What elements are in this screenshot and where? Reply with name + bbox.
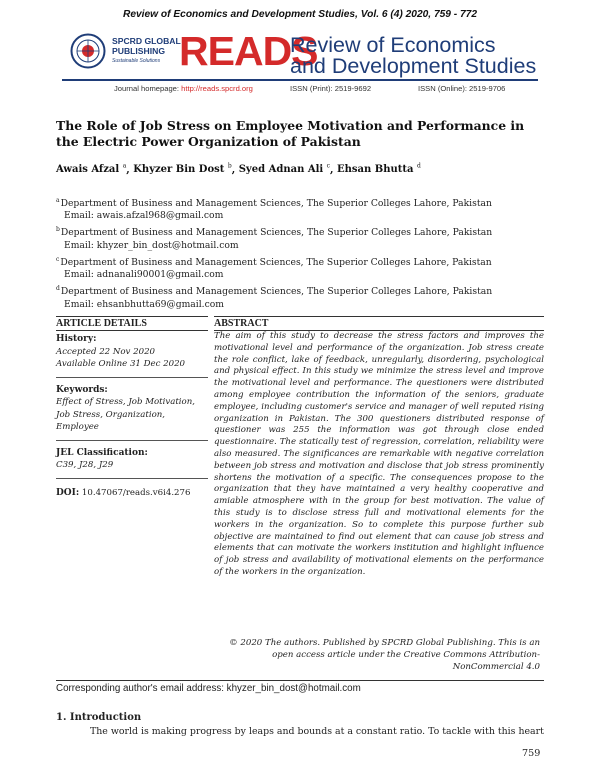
accepted-date: Accepted 22 Nov 2020 — [56, 346, 156, 357]
author-email: Email: awais.afzal968@gmail.com — [64, 210, 224, 222]
journal-title-line1: Review of Economics — [290, 33, 496, 57]
jel-label: JEL Classification: — [56, 447, 148, 458]
running-head: Review of Economics and Development Studies, Vol. 6 (4) 2020, 759 - 772 — [122, 9, 478, 20]
banner-divider — [62, 79, 538, 81]
affiliation: $^c$Department of Business and Management Sciences, The Superior Colleges Lahore, Pakistan Email: adnanali90001@gmail.com — [56, 254, 556, 282]
doi-label: DOI: — [56, 487, 80, 498]
author-email: Email: adnanali90001@gmail.com — [64, 269, 224, 281]
paper-title: The Role of Job Stress on Employee Motivation and Performance in the Electric Power Organization of Pakistan — [56, 118, 525, 149]
keywords: Effect of Stress, Job Motivation, Job Stress, Organization, Employee — [56, 397, 195, 432]
copyright-notice: © 2020 The authors. Published by SPCRD Global Publishing. This is an open access article under the Creative Commons Attribution-NonCommercial 4.0 — [229, 638, 540, 672]
author: Syed Adnan Ali $^c$ — [238, 163, 331, 176]
publisher-line2: PUBLISHING — [112, 45, 165, 56]
author: Khyzer Bin Dost $^b$ — [133, 163, 232, 176]
doi-link[interactable]: 10.47067/reads.v6i4.276 — [81, 487, 191, 498]
history-label: History: — [56, 334, 97, 344]
keywords-label: Keywords: — [56, 384, 108, 395]
article-details — [56, 333, 208, 511]
article-details-heading: ARTICLE DETAILS — [56, 316, 208, 331]
abstract-text: The aim of this study to decrease the stress factors and improves the motivational level and performance of the organization. Job stress create the role conflict, lake of feedback, unregularly, disordering, psychological and physical effect. In this study we minimize the stress level and improve the motivational level and performance. The questioners were distributed among employee contribution the information of the seniors, graduate employee, including customer's service and manager of well reputed rising organization in Pakistan. The 300 questioners distributed response of questioner was 255 the information was got through close ended questionnaire. The statically test of regression, correlation, reliability were also measured. The significances are remarkable with negative correlation between job stress and motivation and disclose that job stress prominently shortens the motivation of a specific. The consequences propose to the organization that they have maintained a very healthy cooperative and amiable atmosphere with in the group for best motivation. The value of this study is to disclose stress full and motivational elements for the workers in the organization. So to complete this purpose further sub objective are maintained to find out element that can cause job stress and elements that can motivate the workers institution and highlight influence of job stress and availability of motivational elements on the performance of the workers in the organization. — [214, 331, 544, 577]
keywords-block — [56, 384, 208, 441]
publisher-tagline: Sustainable Solutions — [112, 58, 161, 64]
reads-logo: READS — [179, 28, 318, 74]
doi-block — [56, 487, 208, 506]
affiliation: $^d$Department of Business and Management Sciences, The Superior Colleges Lahore, Pakistan Email: ehsanbhutta69@gmail.com — [56, 283, 556, 311]
author: Awais Afzal $^a$ — [56, 163, 127, 176]
journal-title — [290, 35, 536, 77]
publisher-name — [112, 37, 181, 56]
jel-codes: C39, J28, J29 — [56, 460, 114, 470]
journal-title-line2: and Development Studies — [290, 54, 537, 78]
author-email: Email: ehsanbhutta69@gmail.com — [64, 298, 224, 310]
history-block — [56, 333, 208, 378]
homepage-label: Journal homepage: — [114, 84, 182, 93]
affiliation: $^a$Department of Business and Management Sciences, The Superior Colleges Lahore, Pakistan Email: awais.afzal968@gmail.com — [56, 195, 556, 223]
available-date: Available Online 31 Dec 2020 — [56, 359, 186, 369]
journal-banner — [62, 27, 538, 99]
spcrd-seal-icon — [70, 33, 106, 69]
section-heading: 1. Introduction — [56, 712, 142, 723]
page-number: 759 — [522, 748, 541, 759]
affiliations — [56, 195, 556, 313]
issn-online: ISSN (Online): 2519-9706 — [418, 84, 506, 93]
author: Ehsan Bhutta $^d$ — [337, 163, 421, 176]
footer-divider — [56, 680, 544, 681]
abstract-heading: ABSTRACT — [214, 316, 544, 331]
author-list: Awais Afzal $^a$, Khyzer Bin Dost $^b$, Syed Adnan Ali $^c$, Ehsan Bhutta $^d$ — [56, 163, 421, 176]
corresponding-author: Corresponding author's email address: khyzer_bin_dost@hotmail.com — [56, 683, 361, 694]
journal-homepage — [114, 84, 253, 93]
issn-print: ISSN (Print): 2519-9692 — [290, 84, 372, 93]
jel-block — [56, 447, 208, 479]
body-text: The world is making progress by leaps and bounds at a constant ratio. To tackle with this heart — [90, 726, 544, 737]
affiliation: $^b$Department of Business and Management Sciences, The Superior Colleges Lahore, Pakistan Email: khyzer_bin_dost@hotmail.com — [56, 224, 556, 252]
author-email: Email: khyzer_bin_dost@hotmail.com — [64, 239, 239, 251]
homepage-link[interactable]: http://reads.spcrd.org — [181, 84, 253, 93]
publisher-line1: SPCRD GLOBAL — [112, 36, 181, 46]
